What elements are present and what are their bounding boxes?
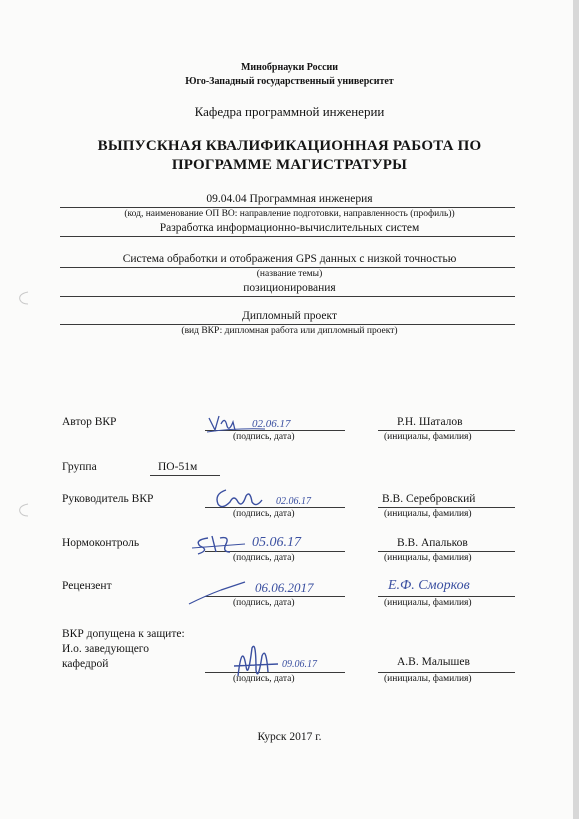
normcontrol-signature bbox=[190, 530, 250, 558]
university-name: Юго-Западный государственный университет bbox=[185, 76, 394, 87]
topic-caption: (название темы) bbox=[256, 269, 323, 279]
reviewer-signature bbox=[185, 578, 255, 608]
signature-caption: (подпись, дата) bbox=[233, 432, 295, 442]
city-year: Курск 2017 г. bbox=[257, 731, 322, 743]
name-line bbox=[378, 551, 515, 552]
divider bbox=[60, 267, 515, 268]
topic-line1: Система обработки и отображения GPS данных с низкой точностью bbox=[122, 253, 457, 265]
name-caption: (инициалы, фамилия) bbox=[384, 509, 472, 519]
divider bbox=[60, 324, 515, 325]
reviewer-handwritten-name: Е.Ф. Сморков bbox=[388, 578, 470, 593]
normcontrol-label: Нормоконтроль bbox=[62, 537, 140, 549]
department-name: Кафедра программной инженерии bbox=[194, 104, 385, 119]
document-title-line2: ПРОГРАММЕ МАГИСТРАТУРЫ bbox=[171, 157, 408, 173]
signature-caption: (подпись, дата) bbox=[233, 553, 295, 563]
name-caption: (инициалы, фамилия) bbox=[384, 432, 472, 442]
punch-hole-mark bbox=[14, 288, 32, 308]
normcontrol-signature-date: 05.06.17 bbox=[252, 535, 301, 550]
divider bbox=[60, 207, 515, 208]
name-line bbox=[378, 507, 515, 508]
name-line bbox=[378, 672, 515, 673]
author-label: Автор ВКР bbox=[62, 416, 117, 428]
work-type: Дипломный проект bbox=[242, 310, 337, 322]
name-line bbox=[378, 596, 515, 597]
head-name: А.В. Малышев bbox=[397, 656, 470, 668]
supervisor-signature-date: 02.06.17 bbox=[276, 496, 311, 507]
author-signature-date: 02.06.17 bbox=[252, 418, 291, 430]
scan-edge bbox=[573, 0, 579, 819]
name-caption: (инициалы, фамилия) bbox=[384, 553, 472, 563]
admitted-line3: кафедрой bbox=[62, 658, 109, 670]
head-signature bbox=[228, 636, 288, 686]
topic-line2: позиционирования bbox=[243, 282, 336, 294]
program-code-caption: (код, наименование ОП ВО: направление подготовки, направленность (профиль)) bbox=[124, 209, 455, 219]
head-signature-date: 09.06.17 bbox=[282, 659, 317, 670]
group-label: Группа bbox=[62, 461, 97, 473]
admitted-line2: И.о. заведующего bbox=[62, 643, 149, 655]
work-type-caption: (вид ВКР: дипломная работа или дипломный проект) bbox=[181, 326, 398, 336]
normcontrol-name: В.В. Апальков bbox=[397, 537, 468, 549]
author-name: Р.Н. Шаталов bbox=[397, 416, 463, 428]
punch-hole-mark bbox=[14, 500, 32, 520]
program-profile: Разработка информационно-вычислительных систем bbox=[159, 222, 420, 234]
reviewer-signature-date: 06.06.2017 bbox=[255, 580, 314, 595]
group-line bbox=[150, 475, 220, 476]
signature-caption: (подпись, дата) bbox=[233, 509, 295, 519]
group-value: ПО-51м bbox=[158, 461, 198, 473]
signature-caption: (подпись, дата) bbox=[233, 598, 295, 608]
document-title-line1: ВЫПУСКНАЯ КВАЛИФИКАЦИОННАЯ РАБОТА ПО bbox=[97, 138, 482, 154]
name-line bbox=[378, 430, 515, 431]
reviewer-label: Рецензент bbox=[62, 580, 112, 592]
divider bbox=[60, 296, 515, 297]
supervisor-name: В.В. Серебровский bbox=[382, 493, 476, 505]
supervisor-label: Руководитель ВКР bbox=[62, 493, 154, 505]
ministry-name: Минобрнауки России bbox=[240, 62, 339, 73]
signature-caption: (подпись, дата) bbox=[233, 674, 295, 684]
divider bbox=[60, 236, 515, 237]
admitted-line1: ВКР допущена к защите: bbox=[62, 628, 185, 640]
name-caption: (инициалы, фамилия) bbox=[384, 598, 472, 608]
name-caption: (инициалы, фамилия) bbox=[384, 674, 472, 684]
program-code: 09.04.04 Программная инженерия bbox=[206, 193, 373, 205]
